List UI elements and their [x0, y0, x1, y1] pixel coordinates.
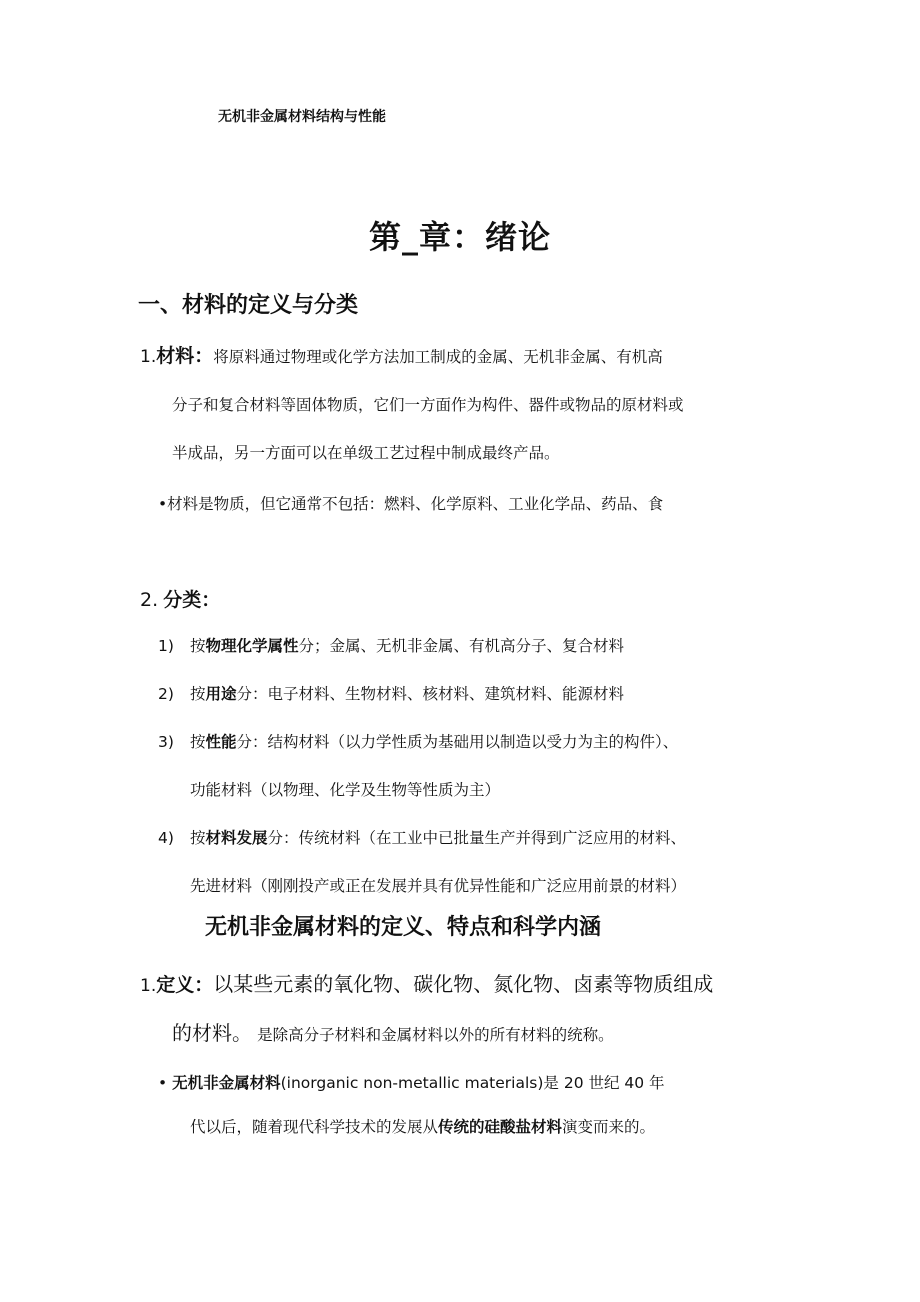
inorganic-definition-line2	[172, 1017, 614, 1046]
item-prefix: 按	[190, 685, 206, 703]
note-text: 演变而来的。	[562, 1118, 656, 1136]
classification-term: 分类：	[163, 589, 221, 611]
classification-heading	[140, 585, 220, 612]
material-definition-line3: 半成品，另一方面可以在单级工艺过程中制成最终产品。	[172, 444, 560, 462]
item-prefix: 按	[190, 637, 206, 655]
section-heading-inorganic-nonmetallic: 无机非金属材料的定义、特点和科学内涵	[205, 915, 602, 940]
material-definition-line2: 分子和复合材料等固体物质，它们一方面作为构件、器件或物品的原材料或	[172, 396, 684, 414]
definition-text-large: 的材料。	[172, 1021, 252, 1045]
inorganic-note-line1	[158, 1073, 665, 1093]
item-number: 1.	[140, 976, 157, 996]
item-keyword: 用途	[205, 685, 237, 703]
note-text: 代以后，随着现代科学技术的发展从	[190, 1118, 439, 1136]
item-number: 2.	[140, 589, 159, 611]
material-exclusion-note: •材料是物质，但它通常不包括：燃料、化学原料、工业化学品、药品、食	[158, 495, 664, 513]
list-number: 2)	[158, 685, 174, 703]
item-keyword: 材料发展	[205, 829, 268, 847]
definition-term: 材料：	[156, 345, 214, 367]
item-text: 分；金属、无机非金属、有机高分子、复合材料	[298, 637, 625, 655]
item-keyword: 物理化学属性	[205, 637, 299, 655]
classification-item-4	[158, 828, 686, 848]
list-number: 4)	[158, 829, 174, 847]
section-heading-definition-classification: 一、材料的定义与分类	[138, 293, 359, 318]
item-prefix: 按	[190, 733, 206, 751]
material-definition-line1	[140, 346, 663, 367]
item-text: 分：传统材料（在工业中已批量生产并得到广泛应用的材料、	[267, 829, 687, 847]
classification-item-1	[158, 636, 624, 656]
classification-item-4-continued: 先进材料（刚刚投产或正在发展并具有优异性能和广泛应用前景的材料）	[190, 877, 687, 895]
item-text: 分：结构材料（以力学性质为基础用以制造以受力为主的构件）、	[236, 733, 679, 751]
item-prefix: 按	[190, 829, 206, 847]
note-text: (inorganic non-metallic materials)是 20 世纪 40 年	[280, 1074, 665, 1092]
classification-item-3-continued: 功能材料（以物理、化学及生物等性质为主）	[190, 781, 501, 799]
bullet: •	[158, 1074, 168, 1092]
note-keyword: 无机非金属材料	[172, 1074, 281, 1092]
note-keyword: 传统的硅酸盐材料	[438, 1118, 563, 1136]
classification-item-2	[158, 684, 624, 704]
definition-text: 将原料通过物理或化学方法加工制成的金属、无机非金属、有机高	[213, 348, 663, 366]
inorganic-note-line2	[190, 1117, 655, 1137]
definition-text: 以某些元素的氧化物、碳化物、氮化物、卤素等物质组成	[213, 972, 714, 996]
list-number: 3)	[158, 733, 174, 751]
definition-term: 定义：	[156, 974, 214, 996]
document-title: 无机非金属材料结构与性能	[218, 109, 386, 125]
classification-item-3	[158, 732, 678, 752]
item-keyword: 性能	[205, 733, 237, 751]
inorganic-definition-line1	[140, 968, 713, 997]
chapter-title: 第_章：绪论	[368, 218, 551, 256]
item-number: 1.	[140, 347, 157, 367]
list-number: 1)	[158, 637, 174, 655]
item-text: 分：电子材料、生物材料、核材料、建筑材料、能源材料	[236, 685, 625, 703]
definition-text-small: 是除高分子材料和金属材料以外的所有材料的统称。	[257, 1026, 614, 1044]
